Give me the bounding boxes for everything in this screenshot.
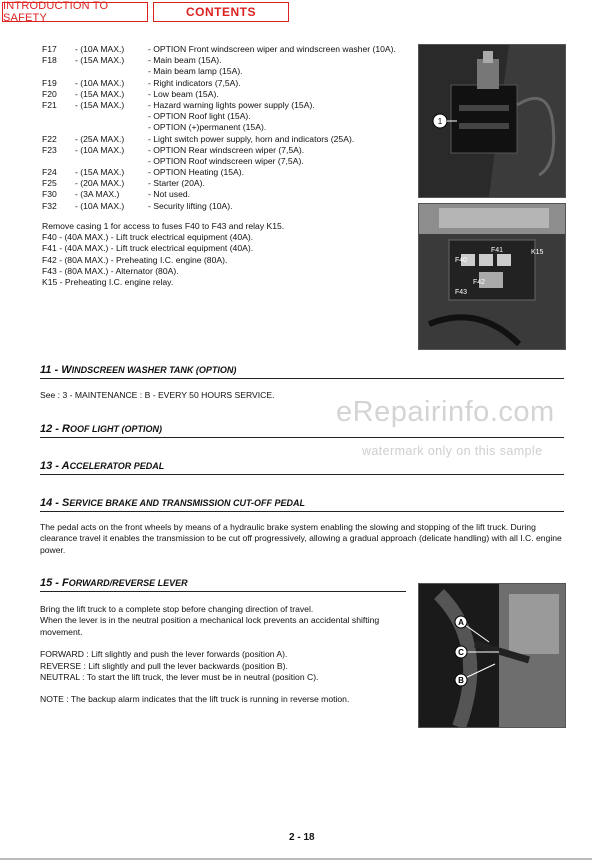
fuse-desc: - OPTION (+)permanent (15A).	[148, 122, 267, 133]
fuse-row	[42, 111, 412, 122]
fuse-row	[42, 178, 412, 189]
section-11-text: See : 3 - MAINTENANCE : B - EVERY 50 HOURS SERVICE.	[40, 390, 275, 400]
neutral-instruction: NEUTRAL : To start the lift truck, the lever must be in neutral (position C).	[40, 672, 319, 683]
casing-line: F40 - (40A MAX.) - Lift truck electrical equipment (40A).	[42, 232, 254, 243]
watermark-main: eRepairinfo.com	[336, 396, 555, 428]
fuse-row	[42, 66, 412, 77]
note-text: NOTE : The backup alarm indicates that the lift truck is running in reverse motion.	[40, 694, 350, 705]
fuse-amp: - (15A MAX.)	[75, 88, 125, 99]
fuse-amp	[75, 156, 148, 167]
fuse-amp: - (10A MAX.)	[75, 144, 125, 155]
section-13-heading: 13 - ACCELERATOR PEDAL	[40, 460, 165, 472]
fuse-code: F32	[42, 200, 57, 211]
fuse-code: F18	[42, 55, 57, 66]
section-15-rule	[40, 591, 406, 592]
section-14-text: The pedal acts on the front wheels by means of a hydraulic brake system enabling the slowing and stopping of the lift truck. During clearance travel it enables the transmission to be cut off progressively, allowing a gradual approach (delicate handling) with all I.C. engine power.	[40, 522, 562, 555]
fuse-row	[42, 100, 412, 111]
casing-line: F43 - (80A MAX.) - Alternator (80A).	[42, 265, 179, 276]
fuse-desc: - OPTION Roof light (15A).	[148, 111, 251, 122]
position-a-label: A	[458, 618, 464, 627]
fuse-amp: - (3A MAX.)	[75, 189, 120, 200]
fuse-row	[42, 122, 412, 133]
fuse-casing-illustration	[419, 45, 565, 197]
fuse-row	[42, 156, 412, 167]
section-14-heading: 14 - SERVICE BRAKE AND TRANSMISSION CUT-OFF PEDAL	[40, 497, 306, 509]
introduction-to-safety-button[interactable]: INTRODUCTION TO SAFETY	[2, 2, 148, 22]
fuse-desc: - Light switch power supply, horn and indicators (25A).	[148, 133, 355, 144]
fuse-list	[42, 44, 412, 212]
fuse-desc: - Starter (20A).	[148, 178, 205, 189]
section-11-rule	[40, 378, 564, 379]
section-15-p2: When the lever is in the neutral position a mechanical lock prevents an accidental shifting movement.	[40, 615, 380, 637]
fuse-row	[42, 89, 412, 100]
fuse-casing-photo	[418, 44, 566, 198]
fuse-amp: - (20A MAX.)	[75, 178, 125, 189]
fuse-code	[42, 122, 75, 133]
fuse-desc: - Right indicators (7,5A).	[148, 77, 241, 88]
fuse-desc: - Low beam (15A).	[148, 88, 219, 99]
fuse-amp: - (15A MAX.)	[75, 167, 125, 178]
section-12-rule	[40, 437, 564, 438]
casing-line: F41 - (40A MAX.) - Lift truck electrical equipment (40A).	[42, 243, 254, 254]
fuse-desc: - OPTION Front windscreen wiper and windscreen washer (10A).	[148, 44, 396, 54]
fuse-row	[42, 145, 412, 156]
f42-label: F42	[473, 279, 486, 286]
fuse-desc: - OPTION Rear windscreen wiper (7,5A).	[148, 144, 305, 155]
position-c-label: C	[458, 648, 464, 657]
section-14-rule	[40, 511, 564, 512]
page-number: 2 - 18	[289, 832, 315, 843]
casing-info	[42, 221, 284, 288]
section-15-body	[40, 604, 406, 706]
lever-photo	[418, 583, 566, 728]
contents-button[interactable]: CONTENTS	[153, 2, 289, 22]
fuse-desc: - Hazard warning lights power supply (15A).	[148, 99, 315, 110]
section-13-rule	[40, 474, 564, 475]
fuse-amp	[75, 122, 148, 133]
casing-line: F42 - (80A MAX.) - Preheating I.C. engine (80A).	[42, 254, 228, 265]
fuse-code: F30	[42, 189, 57, 200]
footer-rule	[0, 858, 592, 860]
fuse-desc: - Main beam (15A).	[148, 55, 222, 66]
k15-label: K15	[531, 249, 544, 256]
fuse-row	[42, 189, 412, 200]
fuse-desc: - OPTION Heating (15A).	[148, 167, 244, 178]
casing-line: K15 - Preheating I.C. engine relay.	[42, 277, 174, 288]
fuse-row	[42, 55, 412, 66]
fuse-row	[42, 134, 412, 145]
fuse-desc: - Main beam lamp (15A).	[148, 66, 243, 77]
fuse-amp: - (15A MAX.)	[75, 55, 125, 66]
fuse-code: F21	[42, 99, 57, 110]
fuse-desc: - OPTION Roof windscreen wiper (7,5A).	[148, 155, 304, 166]
section-15-heading: 15 - FORWARD/REVERSE LEVER	[40, 577, 188, 589]
fuse-code: F17	[42, 44, 57, 54]
fuse-row	[42, 78, 412, 89]
f41-label: F41	[491, 247, 504, 254]
fuse-amp	[75, 111, 148, 122]
fuse-row	[42, 44, 412, 55]
watermark-sub: watermark only on this sample	[362, 444, 543, 458]
fuse-code	[42, 111, 75, 122]
fuse-amp: - (10A MAX.)	[75, 44, 125, 54]
fuse-code: F20	[42, 88, 57, 99]
fuse-amp: - (15A MAX.)	[75, 99, 125, 110]
section-11-heading: 11 - WINDSCREEN WASHER TANK (OPTION)	[40, 364, 237, 376]
fuse-code: F19	[42, 77, 57, 88]
casing-callout-label: 1	[437, 117, 443, 126]
fuse-desc: - Security lifting (10A).	[148, 200, 233, 211]
fuse-code	[42, 66, 75, 77]
fuse-amp: - (10A MAX.)	[75, 200, 125, 211]
fuse-amp: - (10A MAX.)	[75, 77, 125, 88]
fuse-row	[42, 167, 412, 178]
fuse-code	[42, 156, 75, 167]
fuse-amp	[75, 66, 148, 77]
fuse-desc: - Not used.	[148, 189, 191, 200]
fuse-code: F23	[42, 144, 57, 155]
f40-label: F40	[455, 257, 468, 264]
fuse-code: F25	[42, 178, 57, 189]
lever-illustration	[419, 584, 565, 727]
fuse-code: F24	[42, 167, 57, 178]
section-12-heading: 12 - ROOF LIGHT (OPTION)	[40, 423, 162, 435]
fuse-code: F22	[42, 133, 57, 144]
section-15-p1: Bring the lift truck to a complete stop before changing direction of travel.	[40, 604, 314, 614]
f43-label: F43	[455, 289, 468, 296]
fuse-relay-illustration	[419, 204, 565, 349]
fuse-amp: - (25A MAX.)	[75, 133, 125, 144]
fuse-row	[42, 201, 412, 212]
casing-intro: Remove casing 1 for access to fuses F40 to F43 and relay K15.	[42, 221, 285, 231]
fuse-relay-photo	[418, 203, 566, 350]
position-b-label: B	[458, 676, 464, 685]
reverse-instruction: REVERSE : Lift slightly and pull the lever backwards (position B).	[40, 660, 288, 671]
forward-instruction: FORWARD : Lift slightly and push the lever forwards (position A).	[40, 649, 288, 660]
